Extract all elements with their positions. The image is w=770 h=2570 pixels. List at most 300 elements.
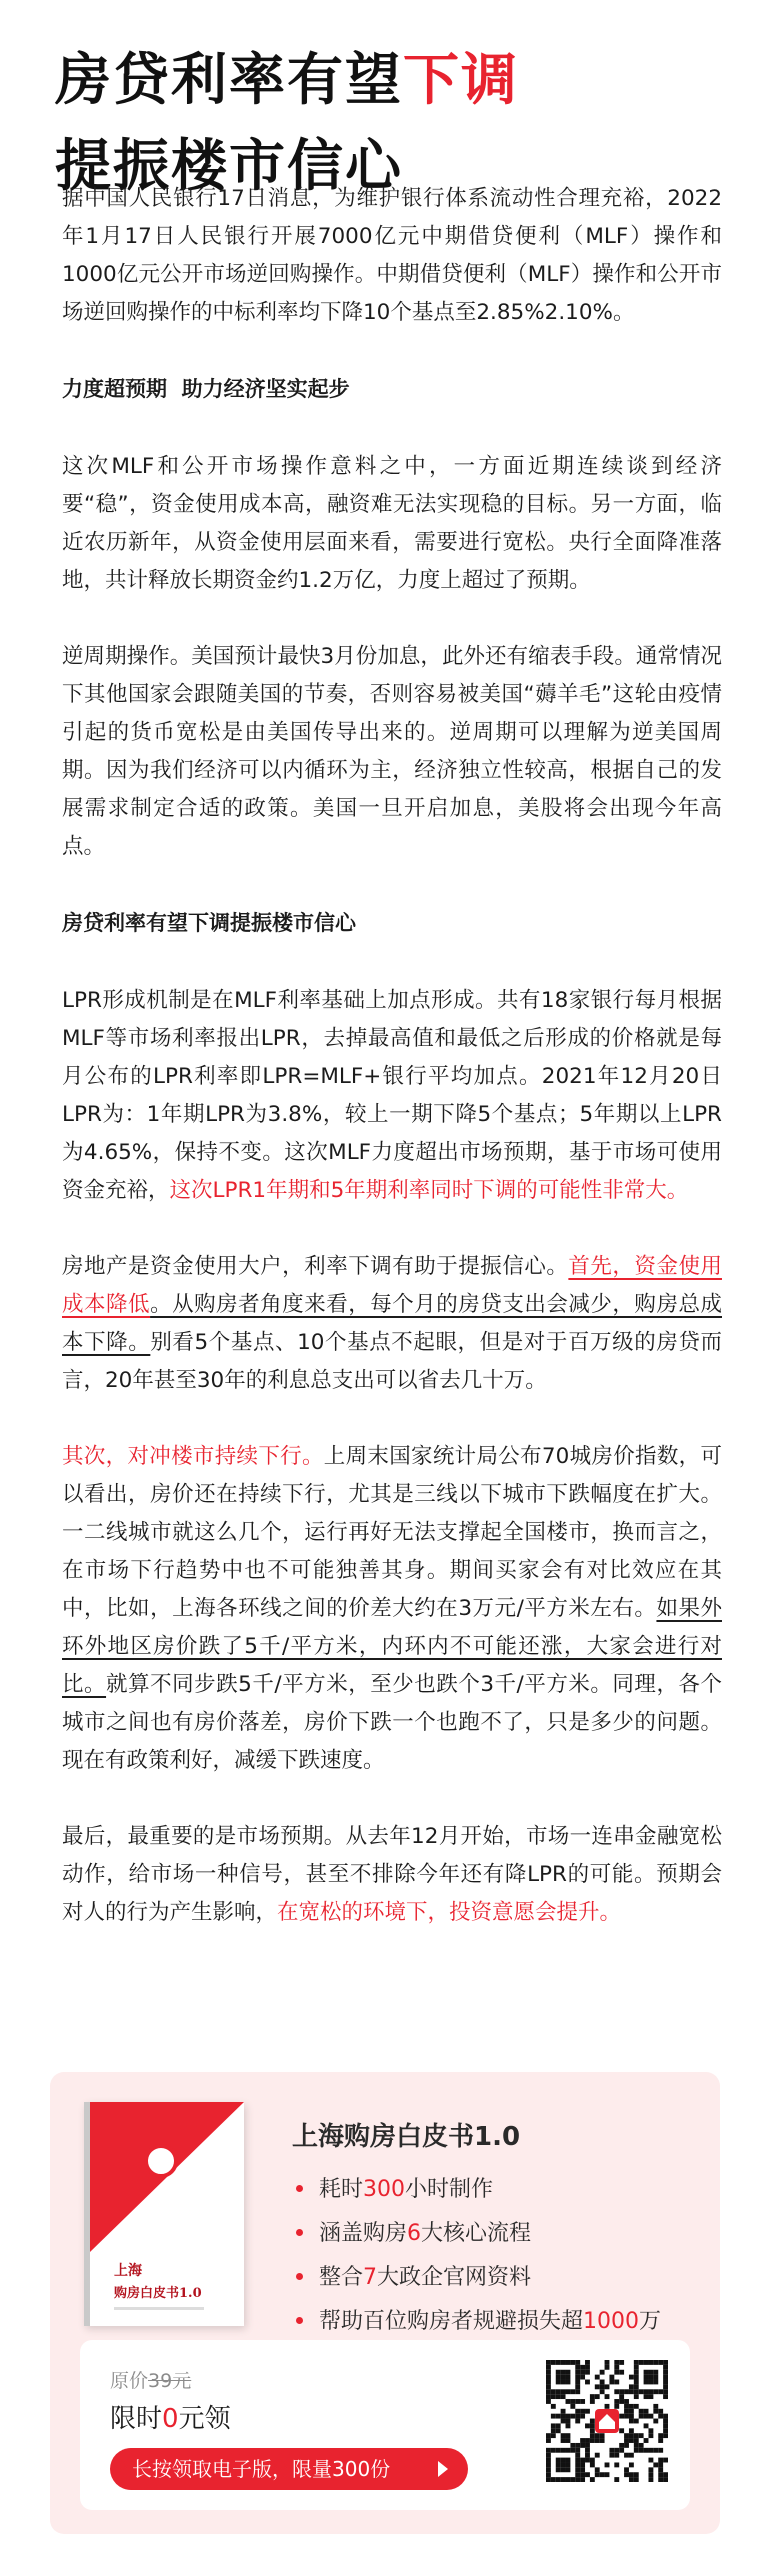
qr-module bbox=[575, 2467, 580, 2472]
qr-module bbox=[580, 2375, 585, 2380]
qr-module bbox=[634, 2384, 639, 2389]
qr-module bbox=[566, 2370, 571, 2375]
promo-feature-list bbox=[292, 2168, 661, 2344]
qr-module bbox=[556, 2477, 561, 2482]
qr-module bbox=[614, 2360, 619, 2365]
qr-module bbox=[663, 2394, 668, 2399]
current-offer bbox=[110, 2398, 231, 2435]
qr-module bbox=[551, 2433, 556, 2438]
qr-module bbox=[653, 2404, 658, 2409]
qr-module bbox=[575, 2399, 580, 2404]
qr-module bbox=[605, 2462, 610, 2467]
qr-module bbox=[634, 2477, 639, 2482]
qr-module bbox=[590, 2477, 595, 2482]
qr-module bbox=[566, 2467, 571, 2472]
qr-code-icon[interactable] bbox=[546, 2360, 668, 2482]
book-title-line-1: 上海 bbox=[114, 2263, 142, 2279]
qr-module bbox=[648, 2394, 653, 2399]
qr-module bbox=[595, 2375, 600, 2380]
qr-module bbox=[590, 2433, 595, 2438]
feature-text: 小时制作 bbox=[405, 2177, 494, 2202]
qr-module bbox=[658, 2448, 663, 2453]
qr-module bbox=[570, 2443, 575, 2448]
section-2-paragraph-3 bbox=[62, 1438, 722, 1780]
highlight-text: 首先，资金使用成本降低 bbox=[62, 1254, 722, 1317]
qr-module bbox=[556, 2360, 561, 2365]
qr-module bbox=[634, 2404, 639, 2409]
qr-module bbox=[595, 2433, 600, 2438]
qr-module bbox=[600, 2433, 605, 2438]
qr-module bbox=[624, 2438, 629, 2443]
qr-module bbox=[605, 2394, 610, 2399]
qr-module bbox=[556, 2394, 561, 2399]
qr-module bbox=[624, 2409, 629, 2414]
qr-module bbox=[648, 2428, 653, 2433]
qr-module bbox=[614, 2389, 619, 2394]
qr-module bbox=[634, 2472, 639, 2477]
qr-module bbox=[575, 2375, 580, 2380]
qr-module bbox=[590, 2419, 595, 2424]
qr-module bbox=[600, 2472, 605, 2477]
qr-module bbox=[570, 2448, 575, 2453]
qr-module bbox=[658, 2477, 663, 2482]
qr-module bbox=[580, 2477, 585, 2482]
qr-module bbox=[644, 2389, 649, 2394]
qr-module bbox=[605, 2384, 610, 2389]
qr-module bbox=[561, 2433, 566, 2438]
qr-module bbox=[658, 2433, 663, 2438]
qr-module bbox=[590, 2458, 595, 2463]
qr-module bbox=[663, 2370, 668, 2375]
qr-module bbox=[546, 2384, 551, 2389]
section-2-paragraph-2 bbox=[62, 1248, 722, 1400]
qr-module bbox=[629, 2428, 634, 2433]
qr-module bbox=[644, 2394, 649, 2399]
qr-module bbox=[546, 2472, 551, 2477]
highlight-text: 在宽松的环境下，投资意愿会提升。 bbox=[277, 1900, 622, 1925]
qr-module bbox=[658, 2438, 663, 2443]
article-body bbox=[62, 180, 722, 1970]
qr-module bbox=[566, 2414, 571, 2419]
qr-module bbox=[585, 2472, 590, 2477]
qr-module bbox=[634, 2389, 639, 2394]
qr-module bbox=[595, 2438, 600, 2443]
qr-module bbox=[546, 2477, 551, 2482]
qr-module bbox=[624, 2467, 629, 2472]
qr-module bbox=[561, 2394, 566, 2399]
qr-module bbox=[629, 2409, 634, 2414]
qr-module bbox=[551, 2360, 556, 2365]
qr-module bbox=[614, 2370, 619, 2375]
qr-module bbox=[561, 2448, 566, 2453]
highlight-text: 其次，对冲楼市持续下行。 bbox=[62, 1444, 324, 1469]
qr-module bbox=[658, 2458, 663, 2463]
qr-module bbox=[614, 2462, 619, 2467]
qr-module bbox=[546, 2380, 551, 2385]
qr-module bbox=[644, 2423, 649, 2428]
claim-button-label: 长按领取电子版，限量300份 bbox=[132, 2457, 391, 2481]
qr-module bbox=[566, 2448, 571, 2453]
qr-module bbox=[546, 2438, 551, 2443]
qr-module bbox=[634, 2443, 639, 2448]
book-logo-icon bbox=[144, 2144, 178, 2178]
qr-module bbox=[634, 2380, 639, 2385]
qr-module bbox=[648, 2433, 653, 2438]
qr-module bbox=[634, 2365, 639, 2370]
qr-module bbox=[609, 2453, 614, 2458]
qr-module bbox=[575, 2448, 580, 2453]
original-price-label: 原价 bbox=[110, 2370, 149, 2392]
qr-module bbox=[546, 2365, 551, 2370]
qr-module bbox=[546, 2375, 551, 2380]
qr-module bbox=[575, 2384, 580, 2389]
qr-module bbox=[634, 2375, 639, 2380]
qr-module bbox=[614, 2448, 619, 2453]
offer-suffix: 元领 bbox=[178, 2404, 231, 2434]
qr-module bbox=[644, 2360, 649, 2365]
qr-module bbox=[614, 2365, 619, 2370]
qr-module bbox=[561, 2419, 566, 2424]
qr-module bbox=[600, 2370, 605, 2375]
qr-module bbox=[609, 2448, 614, 2453]
qr-module bbox=[561, 2370, 566, 2375]
qr-module bbox=[663, 2380, 668, 2385]
qr-module bbox=[653, 2375, 658, 2380]
qr-module bbox=[575, 2472, 580, 2477]
qr-module bbox=[595, 2472, 600, 2477]
qr-module bbox=[590, 2462, 595, 2467]
qr-module bbox=[556, 2423, 561, 2428]
qr-module bbox=[580, 2370, 585, 2375]
qr-module bbox=[566, 2419, 571, 2424]
qr-module bbox=[551, 2389, 556, 2394]
qr-module bbox=[556, 2467, 561, 2472]
qr-module bbox=[663, 2360, 668, 2365]
whitepaper-promo[interactable] bbox=[50, 2072, 720, 2534]
qr-module bbox=[551, 2414, 556, 2419]
qr-module bbox=[551, 2394, 556, 2399]
qr-module bbox=[575, 2462, 580, 2467]
feature-number: 7 bbox=[363, 2265, 378, 2290]
qr-module bbox=[600, 2438, 605, 2443]
qr-module bbox=[658, 2360, 663, 2365]
qr-module bbox=[624, 2414, 629, 2419]
feature-text: 涵盖购房 bbox=[319, 2221, 408, 2246]
qr-module bbox=[575, 2453, 580, 2458]
highlight-text: 这次LPR1年期和5年期利率同时下调的可能性非常大。 bbox=[169, 1178, 689, 1203]
qr-module bbox=[634, 2448, 639, 2453]
qr-module bbox=[653, 2389, 658, 2394]
qr-module bbox=[653, 2380, 658, 2385]
qr-module bbox=[561, 2414, 566, 2419]
qr-module bbox=[629, 2414, 634, 2419]
qr-module bbox=[605, 2472, 610, 2477]
qr-module bbox=[663, 2477, 668, 2482]
qr-module bbox=[585, 2370, 590, 2375]
promo-feature-item bbox=[292, 2300, 661, 2344]
title-line-2: 提振楼市信心 bbox=[55, 134, 403, 199]
qr-module bbox=[580, 2365, 585, 2370]
qr-module bbox=[658, 2467, 663, 2472]
book-title-line-2: 购房白皮书1.0 bbox=[114, 2286, 202, 2301]
qr-module bbox=[644, 2414, 649, 2419]
qr-module bbox=[546, 2453, 551, 2458]
qr-code-graphic bbox=[546, 2360, 668, 2482]
qr-module bbox=[648, 2477, 653, 2482]
qr-module bbox=[590, 2428, 595, 2433]
qr-module bbox=[580, 2462, 585, 2467]
qr-module bbox=[614, 2477, 619, 2482]
qr-module bbox=[619, 2448, 624, 2453]
qr-module bbox=[561, 2467, 566, 2472]
qr-module bbox=[575, 2477, 580, 2482]
feature-text: 耗时 bbox=[319, 2177, 364, 2202]
qr-module bbox=[585, 2438, 590, 2443]
qr-module bbox=[639, 2389, 644, 2394]
paragraph-text: LPR形成机制是在MLF利率基础上加点形成。共有18家银行每月根据MLF等市场利率报出LPR，去掉最高值和最低之后形成的价格就是每月公布的LPR利率即LPR=MLF+银行平均加点。2021年12月20日LPR为：1年期LPR为3.8%，较上一期下降5个基点；5年期以上LPR为4.65%，保持不变。这次MLF力度超出市场预期，基于市场可使用资金充裕， bbox=[62, 988, 722, 1203]
qr-module bbox=[605, 2404, 610, 2409]
feature-number: 1000 bbox=[583, 2309, 640, 2334]
section-1-paragraph-1: 这次MLF和公开市场操作意料之中，一方面近期连续谈到经济要“稳”，资金使用成本高，融资难无法实现稳的目标。另一方面，临近农历新年，从资金使用层面来看，需要进行宽松。央行全面降准落地，共计释放长期资金约1.2万亿，力度上超过了预期。 bbox=[62, 454, 722, 593]
offer-prefix: 限时 bbox=[110, 2404, 163, 2434]
title-line-1 bbox=[55, 38, 519, 124]
qr-module bbox=[653, 2409, 658, 2414]
book-subtitle-bar bbox=[114, 2307, 204, 2310]
qr-module bbox=[570, 2360, 575, 2365]
qr-module bbox=[629, 2433, 634, 2438]
feature-text: 大核心流程 bbox=[421, 2221, 532, 2246]
qr-module bbox=[585, 2448, 590, 2453]
qr-module bbox=[575, 2370, 580, 2375]
qr-module bbox=[624, 2453, 629, 2458]
qr-module bbox=[634, 2419, 639, 2424]
qr-module bbox=[585, 2453, 590, 2458]
qr-module bbox=[663, 2384, 668, 2389]
qr-module bbox=[624, 2433, 629, 2438]
qr-module bbox=[556, 2370, 561, 2375]
bullet-dot-icon bbox=[296, 2229, 303, 2236]
qr-module bbox=[648, 2414, 653, 2419]
qr-module bbox=[561, 2477, 566, 2482]
feature-number: 300 bbox=[363, 2177, 406, 2202]
qr-module bbox=[663, 2423, 668, 2428]
underlined-text: 如果外环外地区房价跌了5千/平方米，内环内不可能还涨，大家会进行对比。 bbox=[62, 1596, 722, 1697]
qr-module bbox=[575, 2409, 580, 2414]
paragraph-text: 上周末国家统计局公布70城房价指数，可以看出，房价还在持续下行，尤其是三线以下城市下跌幅度在扩大。一二线城市就这么几个，运行再好无法支撑起全国楼市，换而言之，在市场下行趋势中也不可能独善其身。期间买家会有对比效应在其中，比如，上海各环线之间的价差大约在3万元/平方米左右。 bbox=[62, 1444, 722, 1621]
paragraph-text: 别看5个基点、10个基点不起眼，但是对于百万级的房贷而言，20年甚至30年的利息总支出可以省去几十万。 bbox=[62, 1330, 722, 1393]
qr-module bbox=[644, 2370, 649, 2375]
qr-module bbox=[619, 2414, 624, 2419]
qr-module bbox=[609, 2375, 614, 2380]
promo-feature-item bbox=[292, 2256, 661, 2300]
qr-module bbox=[658, 2414, 663, 2419]
qr-module bbox=[619, 2428, 624, 2433]
original-price-value: 39元 bbox=[148, 2370, 192, 2392]
qr-module bbox=[648, 2370, 653, 2375]
qr-module bbox=[575, 2365, 580, 2370]
qr-module bbox=[629, 2477, 634, 2482]
qr-module bbox=[546, 2389, 551, 2394]
qr-module bbox=[595, 2394, 600, 2399]
qr-module bbox=[575, 2419, 580, 2424]
feature-text: 大政企官网资料 bbox=[377, 2265, 532, 2290]
qr-module bbox=[551, 2477, 556, 2482]
qr-module bbox=[566, 2389, 571, 2394]
qr-module bbox=[561, 2375, 566, 2380]
claim-ebook-button[interactable] bbox=[110, 2448, 468, 2490]
qr-module bbox=[566, 2477, 571, 2482]
qr-module bbox=[546, 2448, 551, 2453]
qr-module bbox=[619, 2394, 624, 2399]
offer-price: 0 bbox=[162, 2404, 179, 2434]
qr-module bbox=[624, 2472, 629, 2477]
qr-module bbox=[605, 2360, 610, 2365]
qr-module bbox=[629, 2384, 634, 2389]
qr-module bbox=[663, 2472, 668, 2477]
promo-feature-item bbox=[292, 2168, 661, 2212]
paragraph-text: 就算不同步跌5千/平方米，至少也跌个3千/平方米。同理，各个城市之间也有房价落差，房价下跌一个也跑不了，只是多少的问题。现在有政策利好，减缓下跌速度。 bbox=[62, 1672, 722, 1773]
qr-module bbox=[585, 2443, 590, 2448]
qr-module bbox=[639, 2443, 644, 2448]
offer-card bbox=[80, 2340, 690, 2510]
qr-module bbox=[634, 2438, 639, 2443]
qr-module bbox=[580, 2409, 585, 2414]
qr-module bbox=[639, 2448, 644, 2453]
qr-module bbox=[590, 2438, 595, 2443]
qr-module bbox=[551, 2423, 556, 2428]
qr-module bbox=[566, 2360, 571, 2365]
qr-module bbox=[663, 2365, 668, 2370]
qr-module bbox=[629, 2462, 634, 2467]
qr-module bbox=[566, 2458, 571, 2463]
title-black-part: 房贷利率有望 bbox=[55, 48, 403, 113]
paragraph-text: 最后，最重要的是市场预期。从去年12月开始，市场一连串金融宽松动作，给市场一种信号，甚至不排除今年还有降LPR的可能。预期会对人的行为产生影响， bbox=[62, 1824, 722, 1925]
qr-module bbox=[653, 2360, 658, 2365]
qr-module bbox=[663, 2458, 668, 2463]
qr-module bbox=[556, 2380, 561, 2385]
qr-module bbox=[663, 2414, 668, 2419]
qr-module bbox=[653, 2462, 658, 2467]
qr-module bbox=[556, 2428, 561, 2433]
qr-module bbox=[663, 2375, 668, 2380]
qr-module bbox=[619, 2399, 624, 2404]
promo-feature-item bbox=[292, 2212, 661, 2256]
qr-module bbox=[648, 2448, 653, 2453]
qr-module bbox=[624, 2399, 629, 2404]
qr-module bbox=[600, 2389, 605, 2394]
qr-module bbox=[546, 2360, 551, 2365]
qr-module bbox=[585, 2365, 590, 2370]
qr-module bbox=[585, 2458, 590, 2463]
qr-module bbox=[644, 2438, 649, 2443]
qr-module bbox=[580, 2443, 585, 2448]
bullet-dot-icon bbox=[296, 2317, 303, 2324]
qr-module bbox=[629, 2419, 634, 2424]
qr-module bbox=[644, 2375, 649, 2380]
qr-module bbox=[639, 2414, 644, 2419]
qr-module bbox=[653, 2370, 658, 2375]
qr-module bbox=[624, 2443, 629, 2448]
feature-number: 6 bbox=[407, 2221, 422, 2246]
qr-module bbox=[619, 2370, 624, 2375]
qr-module bbox=[648, 2380, 653, 2385]
qr-module bbox=[546, 2467, 551, 2472]
qr-module bbox=[585, 2409, 590, 2414]
qr-module bbox=[629, 2453, 634, 2458]
qr-module bbox=[639, 2433, 644, 2438]
qr-module bbox=[595, 2467, 600, 2472]
qr-module bbox=[556, 2414, 561, 2419]
qr-module bbox=[580, 2399, 585, 2404]
bullet-dot-icon bbox=[296, 2185, 303, 2192]
play-arrow-icon bbox=[438, 2461, 448, 2477]
qr-module bbox=[590, 2394, 595, 2399]
qr-module bbox=[614, 2453, 619, 2458]
qr-module bbox=[585, 2360, 590, 2365]
qr-module bbox=[580, 2472, 585, 2477]
qr-module bbox=[629, 2404, 634, 2409]
paragraph-text: 房地产是资金使用大户，利率下调有助于提振信心。 bbox=[62, 1254, 569, 1279]
bullet-dot-icon bbox=[296, 2273, 303, 2280]
feature-text: 万 bbox=[639, 2309, 662, 2334]
qr-module bbox=[663, 2433, 668, 2438]
qr-module bbox=[619, 2360, 624, 2365]
qr-module bbox=[600, 2384, 605, 2389]
qr-module bbox=[575, 2443, 580, 2448]
qr-module bbox=[639, 2409, 644, 2414]
qr-module bbox=[653, 2419, 658, 2424]
qr-module bbox=[595, 2384, 600, 2389]
qr-module bbox=[624, 2404, 629, 2409]
book-red-corner bbox=[90, 2102, 244, 2252]
qr-module bbox=[614, 2399, 619, 2404]
promo-title: 上海购房白皮书1.0 bbox=[292, 2122, 521, 2152]
qr-module bbox=[575, 2414, 580, 2419]
qr-module bbox=[546, 2399, 551, 2404]
qr-module bbox=[556, 2448, 561, 2453]
qr-module bbox=[551, 2404, 556, 2409]
qr-module bbox=[658, 2409, 663, 2414]
qr-module bbox=[575, 2360, 580, 2365]
qr-module bbox=[624, 2389, 629, 2394]
qr-module bbox=[609, 2380, 614, 2385]
qr-module bbox=[629, 2472, 634, 2477]
qr-module bbox=[658, 2462, 663, 2467]
qr-module bbox=[570, 2389, 575, 2394]
qr-module bbox=[639, 2360, 644, 2365]
qr-module bbox=[648, 2389, 653, 2394]
section-2-paragraph-4 bbox=[62, 1818, 722, 1932]
qr-module bbox=[556, 2389, 561, 2394]
qr-module bbox=[580, 2414, 585, 2419]
qr-module bbox=[585, 2380, 590, 2385]
intro-paragraph: 据中国人民银行17日消息，为维护银行体系流动性合理充裕，2022年1月17日人民银行开展7000亿元中期借贷便利（MLF）操作和1000亿元公开市场逆回购操作。中期借贷便利（MLF）操作和公开市场逆回购操作的中标利率均下降10个基点至2.85%2.10%。 bbox=[62, 186, 722, 325]
qr-module bbox=[595, 2453, 600, 2458]
qr-module bbox=[644, 2380, 649, 2385]
qr-module bbox=[634, 2360, 639, 2365]
feature-text: 整合 bbox=[319, 2265, 364, 2290]
qr-module bbox=[580, 2438, 585, 2443]
qr-module bbox=[629, 2389, 634, 2394]
qr-module bbox=[561, 2380, 566, 2385]
qr-module bbox=[561, 2389, 566, 2394]
qr-module bbox=[566, 2399, 571, 2404]
qr-module bbox=[570, 2404, 575, 2409]
book-cover-image bbox=[84, 2102, 244, 2326]
qr-module bbox=[634, 2433, 639, 2438]
qr-module bbox=[644, 2448, 649, 2453]
qr-module bbox=[634, 2394, 639, 2399]
